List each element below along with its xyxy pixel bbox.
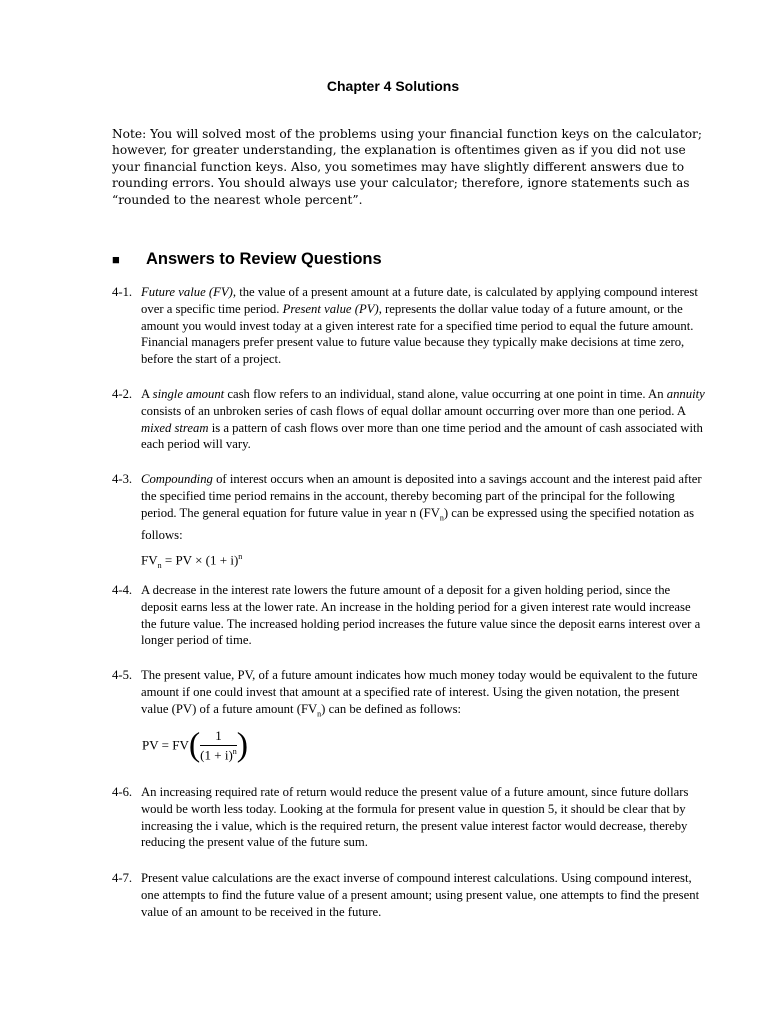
formula-denominator-text: (1 + i)	[200, 747, 233, 763]
formula-numerator: 1	[200, 728, 237, 746]
formula-lhs: FV	[141, 552, 158, 568]
section-heading	[112, 250, 382, 269]
term-present-value: Present value (PV)	[282, 301, 379, 316]
formula-superscript: n	[232, 747, 237, 756]
formula-superscript: n	[238, 552, 243, 561]
answer-number: 4-7.	[112, 871, 133, 885]
answer-4-3	[112, 471, 708, 544]
term-single-amount: single amount	[152, 387, 225, 401]
answer-4-7	[112, 870, 708, 920]
intro-note: Note: You will solved most of the problems using your financial function keys on the calculator; however, for greater understanding, the explanation is oftentimes given as if you did not use your financial function keys. Also, you sometimes may have slightly different answers due to rounding errors. You should always use your calculator; therefore, ignore statements such as “rounded to the nearest whole percent”.	[112, 127, 702, 207]
answer-text: Present value calculations are the exact inverse of compound interest calculations. Using compound interest, one attempts to find the future value of a present amount; using present value, one attempts to find the present value of an amount to be received in the future.	[141, 871, 700, 919]
answer-number: 4-5.	[112, 668, 133, 682]
subscript: n	[317, 709, 322, 719]
answer-text: ) can be expressed using the specified notation as follows:	[141, 505, 695, 542]
answer-text: is a pattern of cash flows over more than one time period and the amount of cash associated with each period will vary.	[141, 420, 703, 452]
answer-4-1	[112, 284, 708, 368]
answer-text: of interest occurs when an amount is deposited into a savings account and the interest paid after the specified time period remains in the account, thereby becoming part of the principal for the following period. The general equation for future value in year n (FV	[141, 472, 702, 520]
answer-text: cash flow refers to an individual, stand alone, value occurring at one point in time. An	[224, 387, 667, 401]
future-value-formula	[141, 552, 242, 570]
answer-text: , represents the dollar value today of a future amount, or the amount you would invest today at a given interest rate for a specified time period to equal the future amount. Financial managers prefer present value to future value because they typically make decisions at time zero, before the start of a project.	[141, 301, 694, 367]
answer-number: 4-3.	[112, 472, 133, 486]
answer-text: The present value, PV, of a future amount indicates how much money today would be equivalent to the future amount if one could invest that amount at a specified rate of interest. Using the given notation, the present value (PV) of a future amount (FV	[141, 668, 698, 716]
term-future-value: Future value (FV)	[141, 285, 233, 299]
answer-number: 4-6.	[112, 785, 133, 799]
page-title: Chapter 4 Solutions	[326, 78, 460, 94]
answer-text: An increasing required rate of return would reduce the present value of a future amount, since future dollars would be worth less today. Looking at the formula for present value in question 5, it should be clear that by increasing the i value, which is the required return, the present value interest factor would decrease, thereby reducing the present value of the future sum.	[141, 785, 689, 850]
answer-text: ) can be defined as follows:	[321, 701, 462, 716]
term-mixed-stream: mixed stream	[141, 420, 209, 435]
present-value-formula: PV = FV( $\frac{1}{(1 + i)^n}$ )	[142, 726, 249, 764]
answer-4-5	[112, 667, 708, 723]
answer-number: 4-1.	[112, 285, 133, 299]
answer-number: 4-4.	[112, 583, 133, 597]
formula-denominator	[200, 746, 237, 763]
answer-text: , the value of a present amount at a future date, is calculated by applying compound interest over a specific time period.	[141, 285, 698, 316]
formula-lhs: PV = FV	[142, 737, 189, 753]
section-heading-text: Answers to Review Questions	[146, 250, 382, 268]
formula-rhs: = PV × (1 + i)	[164, 552, 239, 568]
formula-subscript: n	[157, 560, 162, 570]
answer-text: A decrease in the interest rate lowers the future amount of a deposit for a given holding period, since the deposit earns less at the lower rate. An increase in the holding period for a given interest rate would increase the future value. The increased holding period increases the future value since the deposit earns interest over a longer period of time.	[141, 583, 701, 648]
square-bullet-icon: ■	[112, 252, 120, 267]
subscript: n	[439, 513, 444, 523]
answer-4-2	[112, 386, 708, 453]
term-compounding: Compounding	[141, 472, 213, 486]
formula-fraction	[200, 728, 237, 763]
answer-number: 4-2.	[112, 387, 133, 401]
answer-text: consists of an unbroken series of cash flows of equal dollar amount occurring over more than one period. A	[141, 403, 686, 418]
answer-4-6	[112, 784, 708, 851]
answer-text: A	[141, 387, 153, 401]
answer-4-4	[112, 582, 708, 649]
term-annuity: annuity	[666, 387, 705, 401]
